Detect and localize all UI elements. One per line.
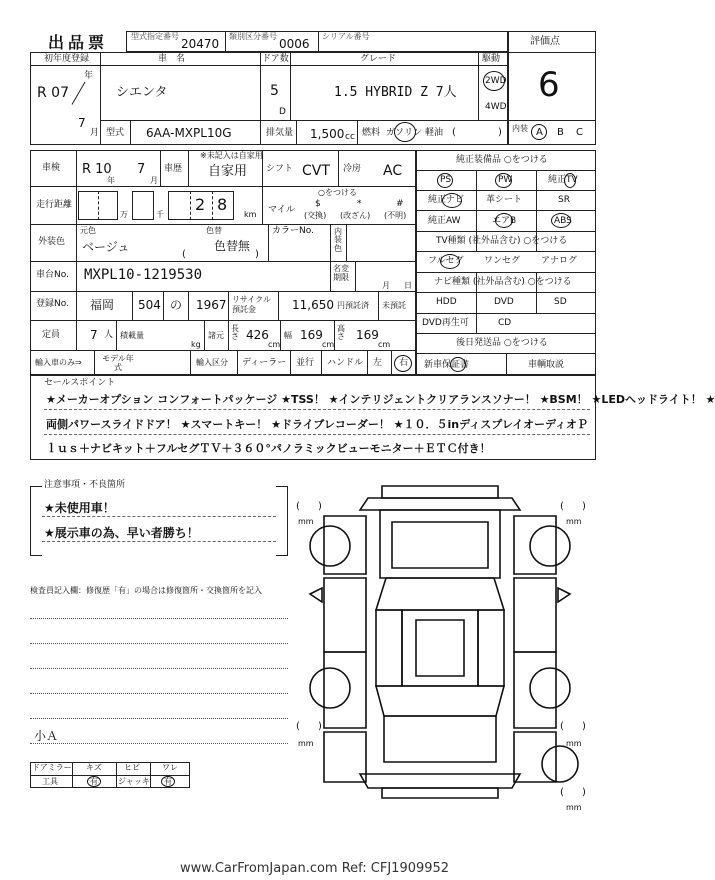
interior-c: C [576, 127, 583, 138]
length-value: 426 [246, 328, 269, 342]
opt-ps: PS [440, 175, 452, 185]
score-value: 6 [538, 65, 560, 105]
drive-2wd: 2WD [485, 76, 507, 86]
navi-label: ナビ種類 (社外品含む) ○をつける [434, 277, 572, 287]
note-line-2: ★展示車の為、早い者勝ち！ [44, 526, 199, 540]
tire-fl-unit: mm [298, 517, 314, 526]
inspector-value: 小Ａ [34, 729, 59, 743]
tire-fr-unit: mm [566, 517, 582, 526]
navi-dvd: DVD [494, 297, 514, 307]
opt-airbag: エアB [492, 216, 517, 226]
legend-jack-have: 有 [164, 777, 172, 786]
length-label: 長さ [231, 324, 239, 342]
width-value: 169 [300, 328, 323, 342]
sales-label: セールスポイント [44, 378, 116, 388]
interior-color-label: 内装色 [334, 227, 342, 253]
length-unit: cm [268, 340, 281, 349]
inspection-year-unit: 年 [107, 176, 115, 185]
sales-line-2: 両側パワースライドドア！ ★スマートキー！ ★ドライブレコーダー！ ★１０．５inディスプレイオーディオＰ [46, 418, 589, 431]
color-no-label: カラーNo. [272, 226, 314, 236]
tv-label: TV種類 (社外品含む) ○をつける [436, 236, 568, 246]
name-change-month: 月 [382, 281, 390, 290]
capacity-value: 7 [90, 328, 98, 342]
grade-label: グレード [360, 54, 397, 64]
exchange-symbol: $ [315, 199, 321, 209]
handle-left: 左 [373, 358, 383, 368]
first-reg-label: 初年度登録 [44, 54, 90, 64]
opt-pw: PW [498, 175, 513, 185]
footer-watermark: www.CarFromJapan.com Ref: CFJ1909952 [180, 861, 450, 876]
fuel-diesel: 軽油 [425, 128, 444, 138]
later-manual: 車輌取説 [528, 360, 565, 370]
inspection-value: R 10 [82, 162, 112, 177]
shift-label: シフト [266, 164, 294, 174]
reg-label: 登録No. [36, 299, 69, 309]
legend-break: ワレ [162, 763, 178, 772]
class-no-label: 類別区分番号 [229, 32, 277, 41]
opt-leather: 革シート [486, 195, 523, 205]
unit-sen: 千 [156, 210, 164, 219]
name-change-day: 日 [404, 281, 412, 290]
notes-label: 注意事項・不良箇所 [44, 480, 126, 490]
displacement-label: 排気量 [266, 128, 294, 138]
note-line-1: ★未使用車！ [44, 501, 115, 515]
import-parallel: 並行 [296, 358, 315, 368]
opt-tv: 純正TV [548, 175, 578, 185]
height-label: 高さ [337, 324, 345, 342]
legend-tools: 工具 [42, 777, 58, 786]
tamper-symbol: * [357, 199, 362, 209]
inspection-month: 7 [137, 162, 146, 177]
legend-jack: ジャッキ [118, 777, 150, 786]
capacity-label: 定員 [42, 330, 61, 340]
fuel-gasoline: ガソリン [386, 128, 423, 138]
door-count: 5 [270, 83, 279, 99]
tire-spare-unit: mm [566, 803, 582, 812]
load-label: 積載量 [120, 331, 144, 340]
car-name-label: 車 名 [158, 54, 186, 64]
legend-door-mirror: ドアミラー [32, 763, 72, 772]
reg-area: 福岡 [90, 298, 115, 312]
unknown-label: (不明) [384, 211, 407, 220]
import-dealer: ディーラー [242, 358, 287, 368]
recycle-unpaid: 未預託 [382, 301, 406, 310]
height-unit: cm [378, 340, 391, 349]
navi-sd: SD [554, 297, 567, 307]
color-change-value: 色替無 [214, 239, 251, 253]
reg-number: 1967 [196, 298, 227, 312]
unknown-symbol: # [396, 199, 404, 209]
import-cat-label: 輸入区分 [196, 358, 228, 367]
model-value: 6AA-MXPL10G [146, 126, 232, 140]
opt-navi: 純正ナビ [428, 195, 465, 205]
later-label: 後日発送品 ○をつける [456, 338, 548, 348]
opt-aw: 純正AW [428, 216, 461, 226]
handle-label: ハンドル [327, 358, 364, 368]
reg-class: 504 [138, 298, 161, 312]
interior-label: 内装 [512, 124, 528, 133]
mileage-digit-2: 8 [217, 195, 228, 214]
drive-4wd: 4WD [485, 102, 507, 112]
year-unit: 年 [84, 71, 94, 81]
load-unit: kg [191, 340, 201, 349]
interior-a: A [536, 127, 543, 138]
legend-tools-have: 有 [90, 777, 98, 786]
displacement-value: 1,500 [310, 127, 345, 141]
tv-fullseg: フルセグ [428, 256, 464, 266]
inspection-month-unit: 月 [150, 176, 158, 185]
ac-label: 冷房 [343, 164, 362, 174]
first-reg-year: R 07 [37, 85, 69, 101]
opt-sr: SR [558, 195, 570, 205]
model-year-label: モデル年式 [102, 354, 134, 373]
chassis-label: 車台No. [36, 270, 69, 280]
grade-value: 1.5 HYBRID Z 7人 [334, 85, 457, 100]
score-label: 評価点 [530, 36, 560, 47]
color-change-label: 色替 [206, 226, 222, 235]
tire-rl-unit: mm [298, 739, 314, 748]
ac-value: AC [383, 163, 403, 179]
sales-line-3: ｌｕｓ＋ナビキット＋フルセグＴＶ＋３６０°パノラミックビューモニター＋ＥＴＣ付き！ [46, 442, 491, 455]
orig-color: ベージュ [82, 240, 130, 254]
color-label: 外装色 [38, 237, 66, 247]
car-name: シエンタ [116, 85, 168, 100]
history-value: 自家用 [208, 164, 248, 179]
fuel-circle [394, 122, 416, 142]
navi-cd: CD [498, 318, 512, 328]
type-no-label: 型式指定番号 [131, 32, 179, 41]
legend-crack: ヒビ [124, 763, 140, 772]
dims-label: 諸元 [208, 331, 224, 340]
exchange-label: (交換) [304, 211, 327, 220]
name-change-label: 名変期限 [333, 264, 349, 283]
width-unit: cm [322, 340, 335, 349]
tv-analog: アナログ [541, 256, 578, 266]
shift-value: CVT [302, 163, 330, 179]
inspection-label: 車検 [42, 163, 61, 173]
tire-rr-unit: mm [566, 739, 582, 748]
chassis-value: MXPL10-1219530 [84, 267, 203, 283]
mile-label: マイル [268, 205, 295, 215]
displacement-unit: cc [345, 132, 355, 142]
unit-km: km [244, 210, 257, 219]
width-label: 幅 [284, 331, 292, 340]
serial-label: シリアル番号 [322, 32, 370, 41]
inspector-label: 検査員記入欄：修復歴「有」の場合は修復箇所・交換箇所を記入 [30, 586, 262, 595]
history-label: 車歴 [164, 164, 183, 174]
drive-label: 駆動 [482, 54, 501, 64]
model-label: 型式 [106, 128, 125, 138]
recycle-value: 11,650 [292, 298, 334, 312]
unit-man: 万 [120, 210, 128, 219]
interior-circle [531, 124, 547, 140]
later-warranty: 新車保証書 [424, 360, 470, 370]
tamper-label: (改ざん) [340, 211, 371, 220]
mileage-digit-1: 2 [195, 195, 206, 214]
type-no: 20470 [181, 37, 220, 51]
height-value: 169 [356, 328, 379, 342]
interior-b: B [557, 127, 564, 138]
navi-dvd-play: DVD再生可 [422, 318, 469, 328]
class-no: 0006 [279, 37, 310, 51]
sheet-title: 出品票 [48, 33, 109, 52]
car-body-diagram [290, 470, 600, 820]
navi-hdd: HDD [436, 297, 457, 307]
import-label: 輸入車のみ⇒ [35, 358, 82, 367]
door-label: ドア数 [262, 54, 289, 64]
fuel-label: 燃料 [362, 128, 381, 138]
circle-note: ○をつける [318, 188, 357, 197]
legend-scratch: キズ [86, 763, 102, 772]
history-note: ※未記入は自家用 [200, 151, 263, 160]
capacity-unit: 人 [104, 330, 114, 340]
recycle-unit: 円預託済 [337, 301, 369, 310]
recycle-label: リサイクル預託金 [232, 295, 271, 314]
reg-kana: の [170, 298, 183, 312]
handle-circle [394, 355, 412, 372]
door-type: D [279, 107, 286, 117]
first-reg-month: 7 [78, 116, 86, 130]
tv-oneseg: ワンセグ [484, 256, 521, 266]
factory-label: 純正装備品 ○をつける [456, 155, 548, 165]
orig-color-label: 元色 [80, 226, 96, 235]
handle-right: 右 [399, 358, 409, 368]
month-unit: 月 [90, 128, 100, 138]
sales-line-1: ★メーカーオプション コンフォートパッケージ ★TSS！ ★インテリジェントクリアランスソナー！ ★BSM！ ★LEDヘッドライト！ ★ [46, 393, 715, 406]
mileage-label: 走行距離 [36, 200, 73, 210]
opt-abs: ABS [554, 216, 572, 226]
